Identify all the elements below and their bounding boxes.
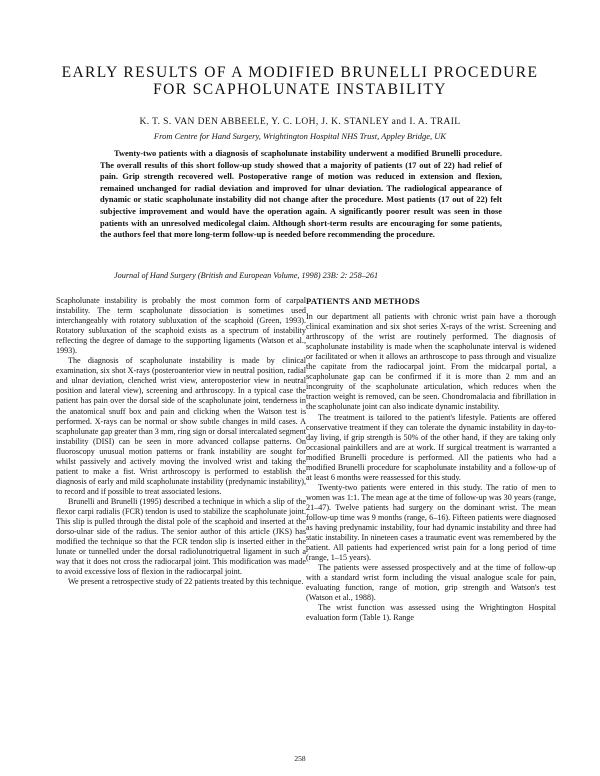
section-heading: PATIENTS AND METHODS <box>306 296 421 306</box>
paragraph: The wrist function was assessed using the Wrightington Hospital evaluation form (Table 1). Range <box>306 603 556 623</box>
article-title <box>40 64 560 98</box>
paragraph: The diagnosis of scapholunate instability is made by clinical examination, six shot X-rays (posteroanterior view in neutral position, radial and ulnar deviation, clenched wrist view, anteroposterior view in neutral position and lateral view), screening and arthroscopy. In a typical case the patient has pain over the dorsal side of the scapholunate joint, tenderness in the anatomical snuff box and pain and clicking when the Watson test is performed. X-rays can be normal or show subtle changes in mild cases. A scapholunate gap greater than 3 mm, ring sign or dorsal intercalated segment instability (DISI) can be seen in more advanced collapse patterns. On fluoroscopy unusual motion patterns or frank instability are sought for whilst passively and actively moving the involved wrist and taking the patient to make a fist. Wrist arthroscopy is performed to establish the diagnosis of early and mild scapholunate instability (predynamic instability), to record and if possible to treat associated lesions. <box>56 356 306 496</box>
authors: K. T. S. VAN DEN ABBEELE, Y. C. LOH, J. K. STANLEY and I. A. TRAIL <box>139 117 461 127</box>
left-column <box>56 296 306 587</box>
paragraph: The patients were assessed prospectively and at the time of follow-up with a standard wrist form including the visual analogue scale for pain, evaluating function, range of motion, grip strength and Watson's test (Watson et al., 1988). <box>306 563 556 603</box>
journal-citation: Journal of Hand Surgery (British and European Volume, 1998) 23B: 2: 258–261 <box>114 271 379 280</box>
paragraph: Scapholunate instability is probably the most common form of carpal instability. The term scapholunate dissociation is sometimes used interchangeably with rotatory subluxation of the scaphoid (Green, 1993). Rotatory subluxation of the scaphoid exists as a spectrum of instability reflecting the degree of damage to the supporting ligaments (Watson et al., 1993). <box>56 296 306 356</box>
title-line-1: EARLY RESULTS OF A MODIFIED BRUNELLI PROCEDURE <box>61 64 539 81</box>
paragraph: Twenty-two patients were entered in this study. The ratio of men to women was 1:1. The mean age at the time of follow-up was 30 years (range, 21–47). Twelve patients had surgery on the dominant wrist. The mean follow-up time was 9 months (range, 6–16). Fifteen patients were diagnosed as having predynamic instability, four had dynamic instability and three had static instability. In nineteen cases a traumatic event was remembered by the patient. All patients had experienced wrist pain for a long period of time (range, 1–15 years). <box>306 482 556 563</box>
paragraph: The treatment is tailored to the patient's lifestyle. Patients are offered conservative treatment if they can tolerate the dynamic instability in day-to-day living, if grip strength is 50% of the other hand, if they are taking only occasional painkillers and are at work. If surgical treatment is warranted a modified Brunelli procedure is performed. All the patients who had a modified Brunelli procedure for scapholunate instability and a follow-up of at least 6 months were reassessed for this study. <box>306 412 556 482</box>
paragraph: We present a retrospective study of 22 patients treated by this technique. <box>68 577 304 587</box>
right-column <box>306 296 556 624</box>
abstract: Twenty-two patients with a diagnosis of scapholunate instability underwent a modified Brunelli procedure. The overall results of this short follow-up study showed that a majority of patients (17 out of 22) had relief of pain. Grip strength recovered well. Postoperative range of motion was reduced in extension and flexion, remained unchanged for radial deviation and improved for ulnar deviation. The radiological appearance of dynamic or static scapholunate instability did not change after the procedure. Most patients (17 out of 22) felt subjective improvement and would have the operation again. A significantly poorer result was seen in those patients with an unresolved medicolegal claim. Although short-term results are encouraging for some patients, the authors feel that more long-term follow-up is needed before recommending the procedure. <box>100 149 502 240</box>
paragraph: In our department all patients with chronic wrist pain have a thorough clinical examination and six shot series X-rays of the wrist. Screening and arthroscopy of the wrist are routinely performed. The diagnosis of scapholunate instability is made when the scapholunate interval is widened or facilitated or when it allows an arthroscope to pass through and visualize the capitate from the radiocarpal joint. From the midcarpal portal, a scapholunate gap can be confirmed if it is more than 2 mm and an incongruity of the scapholunate articulation, which reduces when the traction weight is removed, can be seen. Chondromalacia and fibrillation in the scapholunate joint can also indicate dynamic instability. <box>306 312 556 412</box>
page-number: 258 <box>294 754 306 763</box>
affiliation: From Centre for Hand Surgery, Wrightington Hospital NHS Trust, Appley Bridge, UK <box>153 131 447 141</box>
paragraph: Brunelli and Brunelli (1995) described a technique in which a slip of the flexor carpi radialis (FCR) tendon is used to stabilize the scapholunate joint. This slip is pulled through the distal pole of the scaphoid and inserted at the dorso-ulnar side of the radius. The senior author of this article (JKS) has modified the technique so that the FCR tendon slip is inserted either in the lunate or tunnelled under the dorsal radiolunotriquetral ligament in such a way that it does not cross the radiocarpal joint. This modification was made to avoid excessive loss of flexion in the radiocarpal joint. <box>56 496 306 577</box>
title-line-2: FOR SCAPHOLUNATE INSTABILITY <box>153 81 447 98</box>
